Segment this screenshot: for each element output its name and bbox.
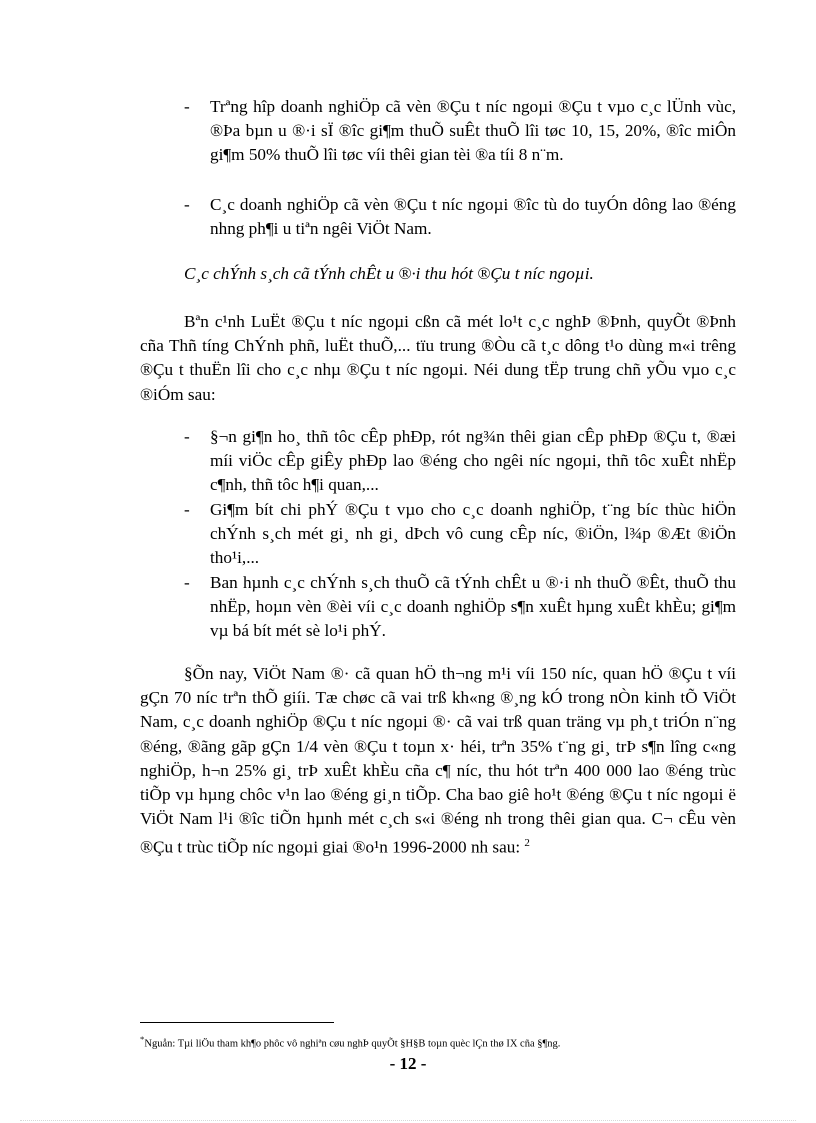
bullet-text: C¸c doanh nghiÖp cã vèn ®Çu t níc ngoµi ®îc tù do tuyÓn dông lao ®éng nhng ph¶i u tiªn ngêi ViÖt Nam. [210, 195, 736, 239]
footnote-text: Nguån: Tµi liÖu tham kh¶o phôc vô nghiªn cøu nghÞ quyÕt §H§B toµn quèc lÇn thø IX cña §¶ng. [144, 1038, 561, 1050]
page-number: - 12 - [389, 1054, 427, 1073]
section-heading: C¸c chÝnh s¸ch cã tÝnh chÊt u ®·i thu hót ®Çu t níc ngoµi. [184, 264, 594, 283]
page-edge-divider [20, 1120, 796, 1121]
paragraph [140, 662, 736, 860]
bullet-text: Gi¶m bít chi phÝ ®Çu t vµo cho c¸c doanh nghiÖp, t¨ng bíc thùc hiÖn chÝnh s¸ch mét gi¸ nh gi¸ dÞch vô cung cÊp níc, ®iÖn, l¾p ®Æt ®iÖn tho¹i,... [210, 500, 736, 568]
paragraph-text: §Õn nay, ViÖt Nam ®· cã quan hÖ th¬ng m¹i víi 150 níc, quan hÖ ®Çu t víi gÇn 70 níc trªn thÕ giíi. Tæ chøc cã vai trß kh«ng ®¸ng kÓ trong nÒn kinh tÕ ViÖt Nam, c¸c doanh nghiÖp ®Çu t níc ngoµi ®· cã vai trß quan träng vµ ph¸t triÓn n¨ng ®éng, ®ãng gãp gÇn 1/4 vèn ®Çu t toµn x· héi, trªn 35% t¨ng gi¸ trÞ s¶n lîng c«ng nghiÖp, h¬n 25% gi¸ trÞ xuÊt khÈu cña c¶ níc, thu hót trªn 400 000 lao ®éng trùc tiÕp vµ hµng chôc v¹n lao ®éng gi¸n tiÕp. Cha bao giê ho¹t ®éng ®Çu t níc ngoµi ë ViÖt Nam l¹i ®îc tiÕn hµnh mét c¸ch s«i ®éng nh trong thêi gian qua. C¬ cÊu vèn ®Çu t trùc tiÕp níc ngoµi giai ®o¹n 1996-2000 nh sau: [140, 664, 736, 858]
footnote-marker: * [140, 1034, 145, 1044]
footnote-reference[interactable]: 2 [524, 837, 530, 850]
footnote-divider [140, 1022, 334, 1023]
bullet-dash: - [184, 97, 190, 116]
bullet-text: Ban hµnh c¸c chÝnh s¸ch thuÕ cã tÝnh chÊt u ®·i nh thuÕ ®Êt, thuÕ thu nhËp, hoµn vèn ®èi víi c¸c doanh nghiÖp s¶n xuÊt hµng xuÊt khÈu; gi¶m vµ bá bít mét sè lo¹i phÝ. [210, 573, 736, 641]
bullet-dash: - [184, 195, 190, 214]
paragraph: Bªn c¹nh LuËt ®Çu t níc ngoµi cßn cã mét lo¹t c¸c nghÞ ®Þnh, quyÕt ®Þnh cña Thñ tíng ChÝnh phñ, luËt thuÕ,... tïu trung ®Òu cã t¸c dông t¹o dùng m«i trêng ®Çu t thuËn lîi cho c¸c nhµ ®Çu t níc ngoµi. Néi dung tËp trung chñ yÕu vµo c¸c ®iÓm sau: [140, 312, 736, 404]
bullet-text: §¬n gi¶n ho¸ thñ tôc cÊp phÐp, rót ng¾n thêi gian cÊp phÐp ®Çu t, ®æi míi viÖc cÊp giÊy phÐp lao ®éng cho ngêi níc ngoµi, thñ tôc xuÊt nhËp c¶nh, thñ tôc h¶i quan,... [210, 427, 736, 495]
bullet-text: Trªng hîp doanh nghiÖp cã vèn ®Çu t níc ngoµi ®Çu t vµo c¸c lÜnh vùc, ®Þa bµn u ®·i sÏ ®îc gi¶m thuÕ suÊt thuÕ lîi tøc 10, 15, 20%, ®îc miÔn gi¶m 50% thuÕ lîi tøc víi thêi gian tèi ®a tíi 8 n¨m. [210, 97, 736, 165]
bullet-dash: - [184, 573, 190, 592]
footnote [140, 1032, 740, 1052]
bullet-dash: - [184, 427, 190, 446]
bullet-dash: - [184, 500, 190, 519]
